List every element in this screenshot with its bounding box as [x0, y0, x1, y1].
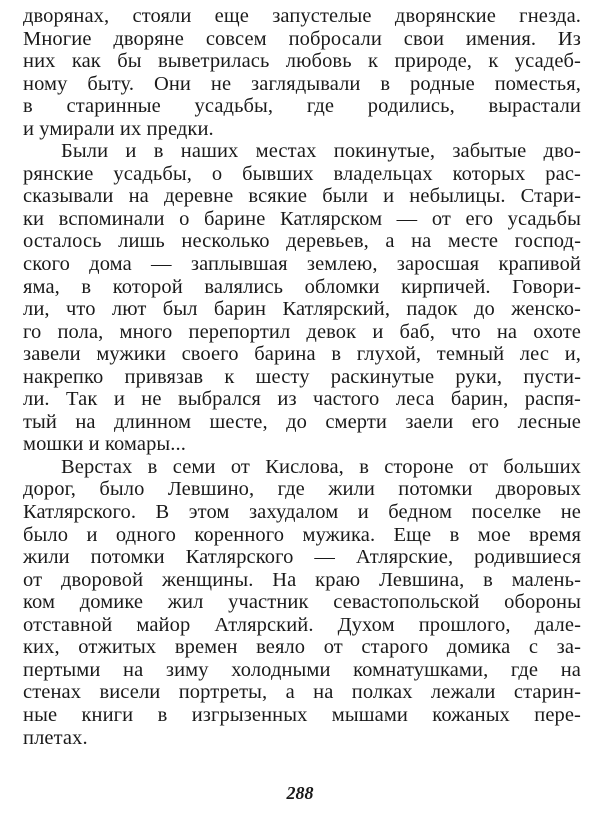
text-line: от дворовой женщины. На краю Левшина, в малень-	[23, 568, 581, 591]
text-line: в старинные усадьбы, где родились, вырастали	[23, 95, 581, 118]
text-line: отставной майор Атлярский. Духом прошлого, дале-	[23, 613, 581, 636]
text-line: дворянах, стояли еще запустелые дворянские гнезда.	[23, 5, 581, 27]
text-line: ского дома — заплывшая землею, заросшая крапивой	[23, 253, 581, 276]
text-line: Верстах в семи от Кислова, в стороне от больших	[61, 455, 581, 478]
text-line: завели мужики своего барина в глухой, темный лес и,	[23, 343, 581, 366]
text-line: го пола, много перепортил девок и баб, что на охоте	[23, 320, 581, 343]
text-line: пертыми на зиму холодными комнатушками, где на	[23, 658, 581, 681]
text-line: ли, что лют был барин Катлярский, падок до женско-	[23, 298, 581, 321]
text-line: Многие дворяне совсем побросали свои имения. Из	[23, 27, 581, 50]
text-line: Были и в наших местах покинутые, забытые дво-	[61, 140, 581, 163]
text-line: жили потомки Катлярского — Атлярские, родившиеся	[23, 546, 581, 569]
text-line: сказывали на деревне всякие были и небылицы. Стари-	[23, 185, 581, 208]
text-line: ких, отжитых времен веяло от старого домика с за-	[23, 636, 581, 659]
text-line: мошки и комары...	[23, 433, 186, 456]
text-line: ному быту. Они не заглядывали в родные поместья,	[23, 72, 581, 95]
text-line: ки вспоминали о барине Катлярском — от его усадьбы	[23, 207, 581, 230]
text-line: ные книги в изгрызенных мышами кожаных пере-	[23, 703, 581, 726]
text-line: накрепко привязав к шесту раскинутые руки, пусти-	[23, 365, 581, 388]
text-line: стенах висели портреты, а на полках лежали старин-	[23, 681, 581, 704]
page-number: 288	[286, 783, 314, 803]
text-line: рянские усадьбы, о бывших владельцах которых рас-	[23, 162, 581, 185]
text-line: яма, в которой валялись обломки кирпичей. Говори-	[23, 275, 581, 298]
text-line: Катлярского. В этом захудалом и бедном поселке не	[23, 501, 581, 524]
text-line: дорог, было Левшино, где жили потомки дворовых	[23, 478, 581, 501]
text-line: осталось лишь несколько деревьев, а на месте господ-	[23, 230, 581, 253]
page-body	[23, 5, 581, 749]
text-line: ком домике жил участник севастопольской обороны	[23, 591, 581, 614]
text-line: ли. Так и не выбрался из частого леса барин, распя-	[23, 388, 581, 411]
text-line: было и одного коренного мужика. Еще в мое время	[23, 523, 581, 546]
text-line: и умирали их предки.	[23, 117, 214, 140]
paragraph	[23, 140, 581, 456]
text-line: них как бы выветрилась любовь к природе, к усадеб-	[23, 50, 581, 73]
paragraph	[23, 5, 581, 140]
text-line: плетах.	[23, 726, 88, 749]
paragraph	[23, 456, 581, 749]
text-line: тый на длинном шесте, до смерти заели его лесные	[23, 410, 581, 433]
